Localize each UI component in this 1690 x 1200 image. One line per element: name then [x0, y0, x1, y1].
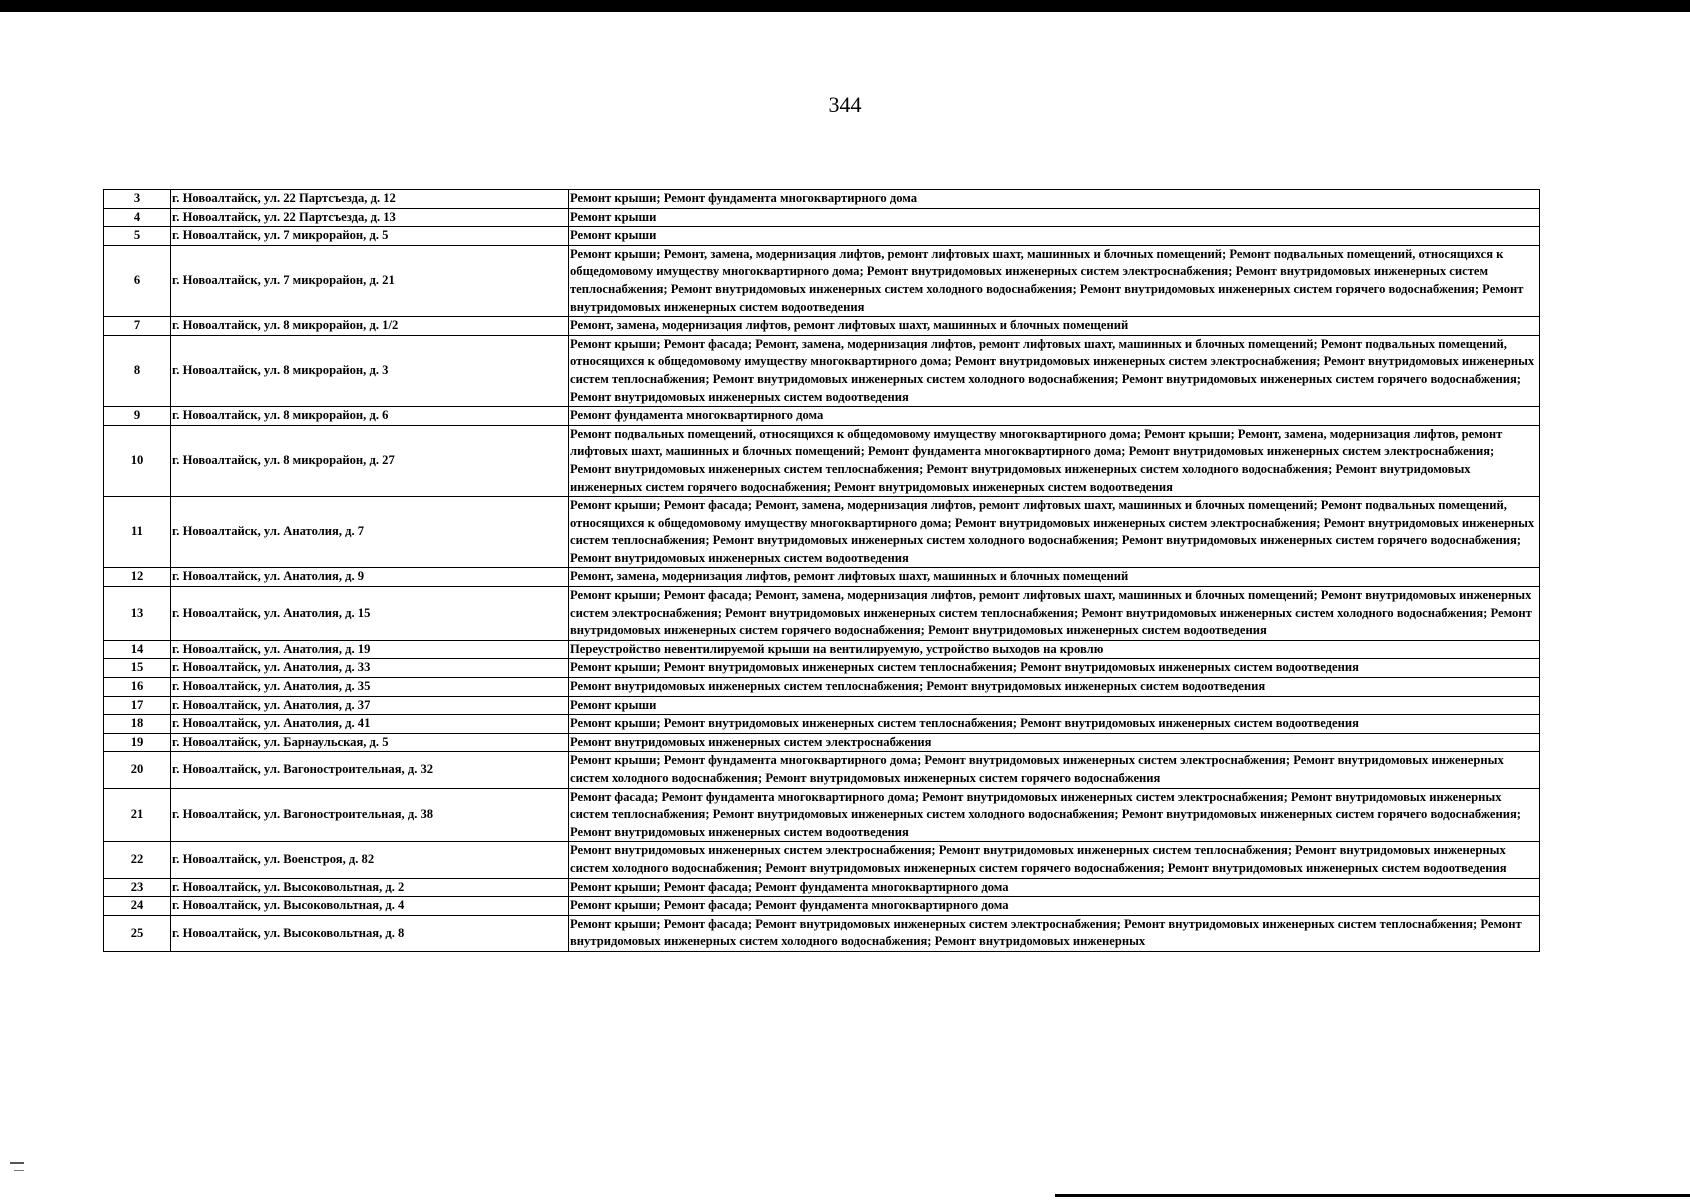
row-works: Ремонт крыши; Ремонт фасада; Ремонт, замена, модернизация лифтов, ремонт лифтовых шахт, машинных и блочных помещений; Ремонт внутридомовых инженерных систем электроснабжения; Ремонт внутридомовых инженерных систем теплоснабжения; Ремонт внутридомовых инженерных систем холодного водоснабжения; Ремонт внутридомовых инженерных систем горячего водоснабжения; Ремонт внутридомовых инженерных систем водоотведения: [569, 587, 1540, 641]
row-number: 22: [104, 842, 171, 878]
row-address: г. Новоалтайск, ул. Анатолия, д. 33: [171, 659, 569, 678]
row-works: Ремонт крыши; Ремонт внутридомовых инженерных систем теплоснабжения; Ремонт внутридомовых инженерных систем водоотведения: [569, 715, 1540, 734]
row-number: 13: [104, 587, 171, 641]
table-row: [104, 407, 1540, 426]
row-works: Ремонт крыши: [569, 208, 1540, 227]
row-number: 19: [104, 733, 171, 752]
row-works: Ремонт, замена, модернизация лифтов, ремонт лифтовых шахт, машинных и блочных помещений: [569, 317, 1540, 336]
row-address: г. Новоалтайск, ул. Анатолия, д. 15: [171, 587, 569, 641]
row-works: Ремонт крыши: [569, 696, 1540, 715]
row-number: 23: [104, 878, 171, 897]
page-number: 344: [828, 92, 862, 117]
row-number: 10: [104, 425, 171, 496]
table-row: [104, 659, 1540, 678]
table-row: [104, 915, 1540, 951]
table-row: [104, 678, 1540, 697]
table-row: [104, 733, 1540, 752]
row-address: г. Новоалтайск, ул. 8 микрорайон, д. 27: [171, 425, 569, 496]
row-number: 12: [104, 568, 171, 587]
row-works: Ремонт крыши; Ремонт фасада; Ремонт, замена, модернизация лифтов, ремонт лифтовых шахт, машинных и блочных помещений; Ремонт подвальных помещений, относящихся к общедомовому имуществу многоквартирного дома; Ремонт внутридомовых инженерных систем электроснабжения; Ремонт внутридомовых инженерных систем теплоснабжения; Ремонт внутридомовых инженерных систем холодного водоснабжения; Ремонт внутридомовых инженерных систем горячего водоснабжения; Ремонт внутридомовых инженерных систем водоотведения: [569, 497, 1540, 568]
row-number: 25: [104, 915, 171, 951]
row-number: 14: [104, 640, 171, 659]
row-works: Ремонт крыши; Ремонт фасада; Ремонт внутридомовых инженерных систем электроснабжения; Ремонт внутридомовых инженерных систем теплоснабжения; Ремонт внутридомовых инженерных систем холодного водоснабжения; Ремонт внутридомовых инженерных: [569, 915, 1540, 951]
row-address: г. Новоалтайск, ул. 7 микрорайон, д. 21: [171, 245, 569, 316]
row-address: г. Новоалтайск, ул. Анатолия, д. 37: [171, 696, 569, 715]
row-works: Ремонт крыши; Ремонт внутридомовых инженерных систем теплоснабжения; Ремонт внутридомовых инженерных систем водоотведения: [569, 659, 1540, 678]
row-address: г. Новоалтайск, ул. Высоковольтная, д. 2: [171, 878, 569, 897]
table-row: [104, 752, 1540, 788]
work-table-body: [104, 190, 1540, 952]
row-number: 24: [104, 897, 171, 916]
row-address: г. Новоалтайск, ул. Анатолия, д. 41: [171, 715, 569, 734]
row-address: г. Новоалтайск, ул. Высоковольтная, д. 4: [171, 897, 569, 916]
row-number: 7: [104, 317, 171, 336]
row-address: г. Новоалтайск, ул. Анатолия, д. 19: [171, 640, 569, 659]
row-works: Ремонт подвальных помещений, относящихся к общедомовому имуществу многоквартирного дома; Ремонт крыши; Ремонт, замена, модернизация лифтов, ремонт лифтовых шахт, машинных и блочных помещений; Ремонт фундамента многоквартирного дома; Ремонт внутридомовых инженерных систем электроснабжения; Ремонт внутридомовых инженерных систем теплоснабжения; Ремонт внутридомовых инженерных систем холодного водоснабжения; Ремонт внутридомовых инженерных систем горячего водоснабжения; Ремонт внутридомовых инженерных систем водоотведения: [569, 425, 1540, 496]
row-works: Ремонт внутридомовых инженерных систем электроснабжения; Ремонт внутридомовых инженерных систем теплоснабжения; Ремонт внутридомовых инженерных систем холодного водоснабжения; Ремонт внутридомовых инженерных систем горячего водоснабжения; Ремонт внутридомовых инженерных систем водоотведения: [569, 842, 1540, 878]
table-row: [104, 245, 1540, 316]
work-table: [103, 189, 1540, 952]
row-works: Ремонт крыши; Ремонт фундамента многоквартирного дома; Ремонт внутридомовых инженерных систем электроснабжения; Ремонт внутридомовых инженерных систем холодного водоснабжения; Ремонт внутридомовых инженерных систем горячего водоснабжения: [569, 752, 1540, 788]
scan-artifact: [10, 1162, 24, 1164]
table-row: [104, 696, 1540, 715]
row-works: Ремонт крыши; Ремонт, замена, модернизация лифтов, ремонт лифтовых шахт, машинных и блочных помещений; Ремонт подвальных помещений, относящихся к общедомовому имуществу многоквартирного дома; Ремонт внутридомовых инженерных систем электроснабжения; Ремонт внутридомовых инженерных систем теплоснабжения; Ремонт внутридомовых инженерных систем холодного водоснабжения; Ремонт внутридомовых инженерных систем горячего водоснабжения; Ремонт внутридомовых инженерных систем водоотведения: [569, 245, 1540, 316]
row-address: г. Новоалтайск, ул. Анатолия, д. 9: [171, 568, 569, 587]
row-works: Ремонт внутридомовых инженерных систем теплоснабжения; Ремонт внутридомовых инженерных систем водоотведения: [569, 678, 1540, 697]
table-row: [104, 425, 1540, 496]
table-row: [104, 897, 1540, 916]
table-row: [104, 227, 1540, 246]
row-number: 6: [104, 245, 171, 316]
table-row: [104, 568, 1540, 587]
row-works: Ремонт крыши; Ремонт фасада; Ремонт, замена, модернизация лифтов, ремонт лифтовых шахт, машинных и блочных помещений; Ремонт подвальных помещений, относящихся к общедомовому имуществу многоквартирного дома; Ремонт внутридомовых инженерных систем электроснабжения; Ремонт внутридомовых инженерных систем теплоснабжения; Ремонт внутридомовых инженерных систем холодного водоснабжения; Ремонт внутридомовых инженерных систем горячего водоснабжения; Ремонт внутридомовых инженерных систем водоотведения: [569, 335, 1540, 406]
table-row: [104, 640, 1540, 659]
row-works: Ремонт внутридомовых инженерных систем электроснабжения: [569, 733, 1540, 752]
table-row: [104, 317, 1540, 336]
row-number: 5: [104, 227, 171, 246]
row-address: г. Новоалтайск, ул. Анатолия, д. 7: [171, 497, 569, 568]
table-row: [104, 335, 1540, 406]
row-address: г. Новоалтайск, ул. Военстроя, д. 82: [171, 842, 569, 878]
row-number: 21: [104, 788, 171, 842]
row-number: 20: [104, 752, 171, 788]
table-row: [104, 190, 1540, 209]
row-works: Ремонт крыши; Ремонт фасада; Ремонт фундамента многоквартирного дома: [569, 897, 1540, 916]
row-address: г. Новоалтайск, ул. 8 микрорайон, д. 3: [171, 335, 569, 406]
row-number: 9: [104, 407, 171, 426]
row-works: Ремонт крыши: [569, 227, 1540, 246]
row-number: 18: [104, 715, 171, 734]
scan-artifact: [14, 1170, 24, 1171]
row-address: г. Новоалтайск, ул. Вагоностроительная, д. 32: [171, 752, 569, 788]
row-number: 3: [104, 190, 171, 209]
table-row: [104, 587, 1540, 641]
row-number: 15: [104, 659, 171, 678]
row-address: г. Новоалтайск, ул. Высоковольтная, д. 8: [171, 915, 569, 951]
table-row: [104, 497, 1540, 568]
table-row: [104, 842, 1540, 878]
row-works: Переустройство невентилируемой крыши на вентилируемую, устройство выходов на кровлю: [569, 640, 1540, 659]
row-number: 11: [104, 497, 171, 568]
table-row: [104, 878, 1540, 897]
row-address: г. Новоалтайск, ул. 22 Партсъезда, д. 13: [171, 208, 569, 227]
table-row: [104, 715, 1540, 734]
row-number: 4: [104, 208, 171, 227]
row-number: 17: [104, 696, 171, 715]
row-works: Ремонт фундамента многоквартирного дома: [569, 407, 1540, 426]
row-address: г. Новоалтайск, ул. 22 Партсъезда, д. 12: [171, 190, 569, 209]
table-row: [104, 208, 1540, 227]
row-works: Ремонт фасада; Ремонт фундамента многоквартирного дома; Ремонт внутридомовых инженерных систем электроснабжения; Ремонт внутридомовых инженерных систем теплоснабжения; Ремонт внутридомовых инженерных систем холодного водоснабжения; Ремонт внутридомовых инженерных систем горячего водоснабжения; Ремонт внутридомовых инженерных систем водоотведения: [569, 788, 1540, 842]
scan-bottom-line: [1055, 1194, 1690, 1197]
scan-top-border: [0, 0, 1690, 12]
row-works: Ремонт крыши; Ремонт фундамента многоквартирного дома: [569, 190, 1540, 209]
row-address: г. Новоалтайск, ул. Барнаульская, д. 5: [171, 733, 569, 752]
table-row: [104, 788, 1540, 842]
row-number: 16: [104, 678, 171, 697]
row-works: Ремонт крыши; Ремонт фасада; Ремонт фундамента многоквартирного дома: [569, 878, 1540, 897]
row-address: г. Новоалтайск, ул. Анатолия, д. 35: [171, 678, 569, 697]
row-address: г. Новоалтайск, ул. 8 микрорайон, д. 6: [171, 407, 569, 426]
row-works: Ремонт, замена, модернизация лифтов, ремонт лифтовых шахт, машинных и блочных помещений: [569, 568, 1540, 587]
row-address: г. Новоалтайск, ул. 7 микрорайон, д. 5: [171, 227, 569, 246]
row-address: г. Новоалтайск, ул. 8 микрорайон, д. 1/2: [171, 317, 569, 336]
row-address: г. Новоалтайск, ул. Вагоностроительная, д. 38: [171, 788, 569, 842]
row-number: 8: [104, 335, 171, 406]
